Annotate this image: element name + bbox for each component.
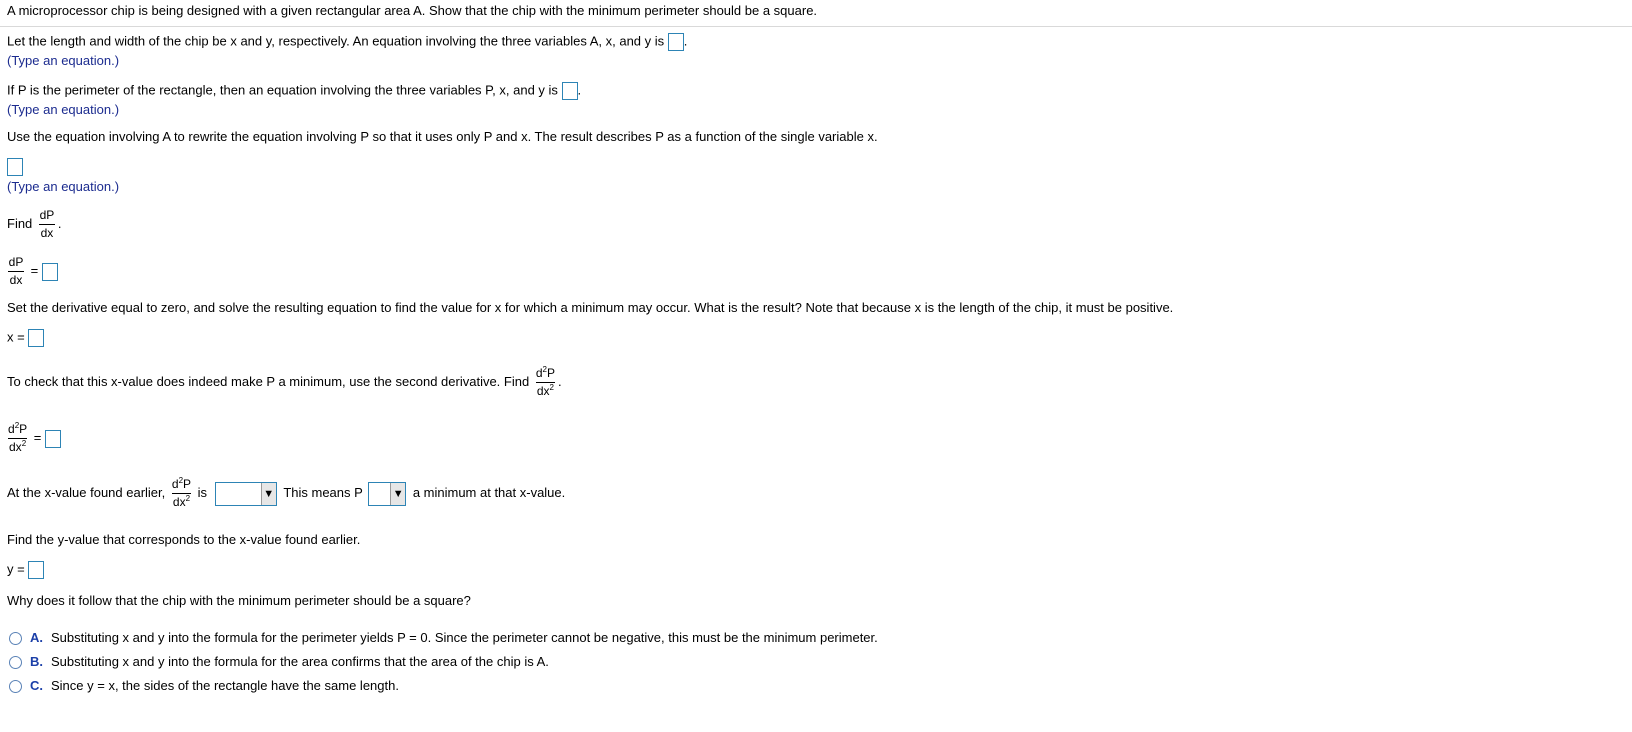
fraction-numerator: dP	[8, 255, 24, 269]
step1-period: .	[683, 33, 688, 49]
fraction-bar	[39, 224, 55, 225]
step7-row	[7, 478, 565, 509]
option-text: Substituting x and y into the formula for the area confirms that the area of the chip is A.	[51, 654, 549, 669]
radio-button[interactable]	[9, 680, 22, 693]
second-derivative-input[interactable]	[45, 430, 61, 448]
find-label: Find	[7, 215, 33, 231]
step6-period: .	[557, 373, 562, 389]
sign-dropdown[interactable]	[215, 482, 277, 506]
x-value-input[interactable]	[28, 329, 44, 347]
perimeter-equation-input[interactable]	[562, 82, 578, 100]
equals-sign: =	[30, 262, 39, 278]
option-letter: C.	[30, 678, 43, 693]
sign-dropdown-value	[216, 483, 261, 505]
second-derivative-lhs-fraction	[8, 423, 27, 454]
y-equals-label: y =	[7, 561, 25, 577]
fraction-denominator: $dx^2$	[536, 383, 554, 398]
step2-hint: (Type an equation.)	[7, 102, 120, 117]
step6-row	[7, 367, 562, 398]
radio-button[interactable]	[9, 632, 22, 645]
step2-period: .	[577, 82, 582, 98]
step1-text: Let the length and width of the chip be x and y, respectively. An equation involving the three variables A, x, and y is	[7, 33, 665, 49]
step6-answer-row	[5, 423, 61, 454]
option-text: Since y = x, the sides of the rectangle have the same length.	[51, 678, 399, 693]
option-letter: B.	[30, 654, 43, 669]
option-b[interactable]	[9, 654, 549, 669]
step5-text: Set the derivative equal to zero, and solve the resulting equation to find the value for x for which a minimum may occur. What is the result? Note that because x is the length of the chip, it must be positive.	[7, 300, 1174, 315]
is-label: is	[197, 484, 208, 500]
step1-hint: (Type an equation.)	[7, 53, 120, 68]
step3-hint: (Type an equation.)	[7, 179, 120, 194]
step7-middle: This means P	[283, 484, 363, 500]
header-divider	[0, 26, 1632, 27]
fraction-denominator: $dx^2$	[9, 439, 27, 454]
step3-text: Use the equation involving A to rewrite the equation involving P so that it uses only P and x. The result describes P as a function of the single variable x.	[7, 129, 878, 144]
step4-period: .	[57, 215, 62, 231]
option-letter: A.	[30, 630, 43, 645]
p-function-input[interactable]	[7, 158, 23, 176]
fraction-denominator: $dx^2$	[172, 494, 191, 509]
fraction-numerator: dP	[39, 208, 55, 222]
fraction-denominator: dx	[9, 273, 23, 287]
dp-dx-lhs-fraction	[8, 256, 24, 287]
step4-answer-row	[5, 256, 58, 287]
second-derivative-inline-fraction	[172, 478, 191, 509]
viewport-clip	[0, 705, 1632, 732]
has-dropdown-value	[369, 483, 390, 505]
equals-sign: =	[33, 429, 42, 445]
step3-row	[7, 158, 23, 176]
fraction-numerator: $d^2P$	[535, 365, 555, 380]
fraction-bar	[8, 271, 24, 272]
dp-dx-fraction	[39, 209, 55, 240]
fraction-numerator: $d^2P$	[8, 421, 28, 436]
y-value-input[interactable]	[28, 561, 44, 579]
step4-find-row	[7, 209, 62, 240]
derivative-input[interactable]	[42, 263, 58, 281]
chevron-down-icon[interactable]: ▼	[390, 483, 405, 505]
step2-text: If P is the perimeter of the rectangle, then an equation involving the three variables P, x, and y is	[7, 82, 558, 98]
step7-suffix: a minimum at that x-value.	[412, 484, 566, 500]
area-equation-input[interactable]	[668, 33, 684, 51]
option-a[interactable]	[9, 630, 878, 645]
has-dropdown[interactable]	[368, 482, 406, 506]
step2-row	[7, 82, 581, 100]
step9-text: Why does it follow that the chip with the minimum perimeter should be a square?	[7, 593, 471, 608]
chevron-down-icon[interactable]: ▼	[261, 483, 276, 505]
option-c[interactable]	[9, 678, 399, 693]
step1-row	[7, 33, 687, 51]
radio-button[interactable]	[9, 656, 22, 669]
question-text: A microprocessor chip is being designed with a given rectangular area A. Show that the chip with the minimum perimeter should be a square.	[7, 3, 818, 18]
step7-prefix: At the x-value found earlier,	[7, 484, 166, 500]
fraction-numerator: $d^2P$	[171, 476, 192, 491]
step6-text: To check that this x-value does indeed make P a minimum, use the second derivative. Find	[7, 373, 530, 389]
option-text: Substituting x and y into the formula for the perimeter yields P = 0. Since the perimeter cannot be negative, this must be the minimum perimeter.	[51, 630, 878, 645]
step8-answer-row	[7, 561, 44, 579]
step8-text: Find the y-value that corresponds to the x-value found earlier.	[7, 532, 361, 547]
x-equals-label: x =	[7, 329, 25, 345]
fraction-denominator: dx	[40, 226, 54, 240]
step5-answer-row	[7, 329, 44, 347]
second-derivative-fraction	[536, 367, 555, 398]
